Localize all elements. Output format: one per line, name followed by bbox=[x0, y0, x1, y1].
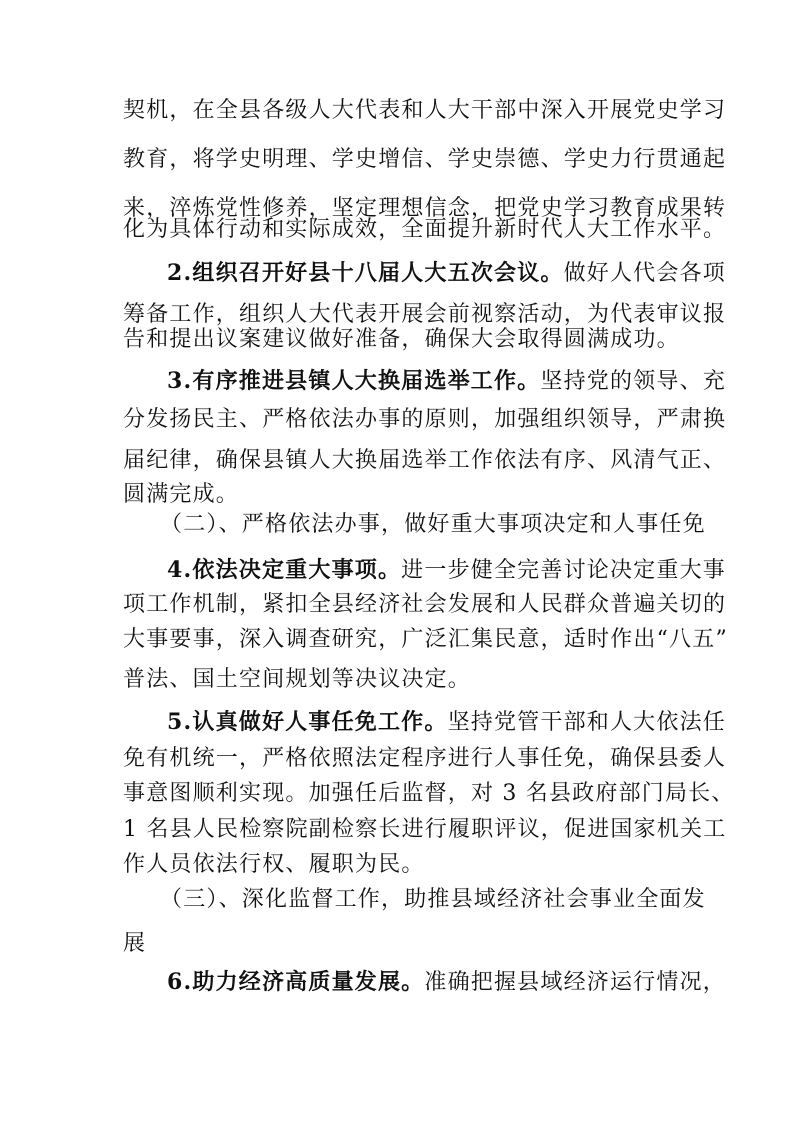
paragraph-line: 项工作机制，紧扣全县经济社会发展和人民群众普遍关切的 bbox=[123, 592, 727, 617]
paragraph-line: 届纪律，确保县镇人大换届选举工作依法有序、风清气正、 bbox=[123, 448, 727, 473]
section-3-title: （三）、深化监督工作，助推县域经济社会事业全面发 bbox=[160, 887, 706, 912]
paragraph-line: 事意图顺利实现。加强任后监督，对 3 名县政府部门局长、 bbox=[123, 781, 735, 806]
item-5-line-1 bbox=[167, 707, 726, 738]
item-heading: 2.组织召开好县十八届人大五次会议。 bbox=[167, 260, 564, 286]
paragraph-line: 作人员依法行权、履职为民。 bbox=[123, 852, 425, 877]
item-heading: 4.依法决定重大事项。 bbox=[167, 557, 402, 583]
paragraph-line: 教育，将学史明理、学史增信、学史崇德、学史力行贯通起 bbox=[123, 147, 727, 172]
paragraph-line: 普法、国土空间规划等决议决定。 bbox=[123, 667, 472, 692]
item-heading: 6.助力经济高质量发展。 bbox=[167, 969, 425, 995]
paragraph-line: 圆满完成。 bbox=[123, 482, 240, 507]
item-6-line-1 bbox=[167, 967, 726, 998]
item-heading: 3.有序推进县镇人大换届选举工作。 bbox=[167, 368, 541, 394]
item-heading: 5.认真做好人事任免工作。 bbox=[167, 709, 448, 735]
item-text: 做好人代会各项 bbox=[563, 261, 726, 286]
paragraph-line: 大事要事，深入调查研究，广泛汇集民意，适时作出“八五” bbox=[123, 627, 728, 652]
paragraph-line: 来，淬炼党性修养，坚定理想信念，把党史学习教育成果转 bbox=[123, 196, 727, 221]
item-text: 准确把握县域经济运行情况， bbox=[424, 970, 726, 995]
item-text: 坚持党的领导、充 bbox=[540, 369, 726, 394]
paragraph-line: 告和提出议案建议做好准备，确保大会取得圆满成功。 bbox=[123, 327, 680, 352]
section-2-title: （二）、严格依法办事，做好重大事项决定和人事任免 bbox=[160, 512, 706, 537]
section-3-title-cont: 展 bbox=[123, 931, 147, 956]
paragraph-line: 免有机统一，严格依照法定程序进行人事任免，确保县委人 bbox=[123, 746, 727, 771]
paragraph-line: 1 名县人民检察院副检察长进行履职评议，促进国家机关工 bbox=[123, 817, 727, 842]
item-2-line-1 bbox=[167, 258, 726, 289]
item-3-line-1 bbox=[167, 366, 726, 397]
paragraph-line: 筹备工作，组织人大代表开展会前视察活动，为代表审议报 bbox=[123, 302, 727, 327]
paragraph-line: 分发扬民主、严格依法办事的原则，加强组织领导，严肃换 bbox=[123, 407, 727, 432]
item-text: 坚持党管干部和人大依法任 bbox=[447, 710, 726, 735]
item-text: 进一步健全完善讨论决定重大事 bbox=[401, 558, 726, 583]
item-4-line-1 bbox=[167, 555, 726, 586]
paragraph-line: 化为具体行动和实际成效，全面提升新时代人大工作水平。 bbox=[123, 217, 727, 242]
paragraph-line: 契机，在全县各级人大代表和人大干部中深入开展党史学习 bbox=[123, 98, 727, 123]
